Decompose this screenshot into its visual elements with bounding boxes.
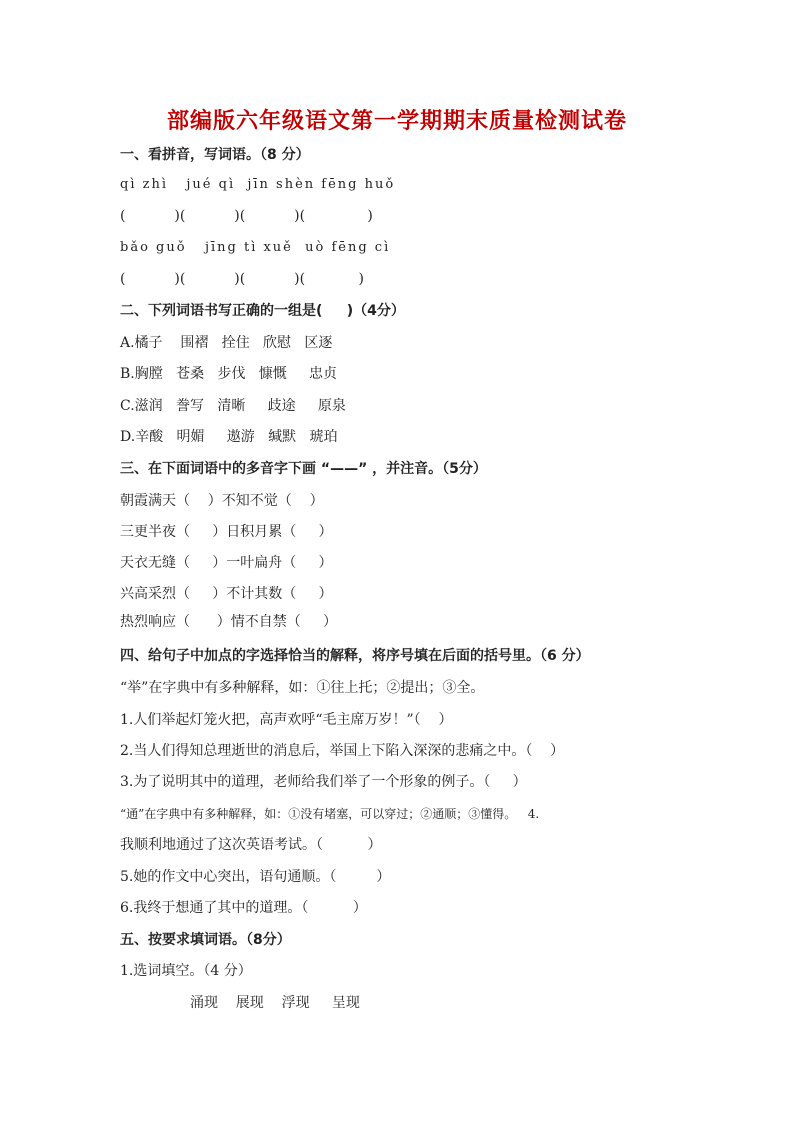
polyphone-item: 天衣无缝（ ）一叶扁舟（ ）: [120, 555, 333, 571]
question-4: 我顺利地通过了这次英语考试。（ ）: [120, 837, 382, 853]
option-b: B.胸膛 苍桑 步伐 慷慨 忠贞: [120, 366, 338, 382]
section-5-heading: 五、按要求填词语。（8分）: [120, 932, 291, 948]
option-d: D.辛酸 明媚 遨游 缄默 琥珀: [120, 429, 338, 445]
question-5: 5.她的作文中心突出，语句通顺。（ ）: [120, 869, 391, 885]
polyphone-item: 三更半夜（ ）日积月累（ ）: [120, 524, 333, 540]
subquestion-1: 1.选词填空。（4 分）: [120, 963, 252, 979]
answer-blanks-row-2[interactable]: ( )( )( )( ): [120, 271, 364, 287]
definition-note-tong: “通”在字典中有多种解释，如：①没有堵塞，可以穿过；②通顺；③懂得。 4.: [120, 807, 540, 821]
word-bank: 涌现 展现 浮现 呈现: [190, 995, 360, 1011]
option-c: C.滋润 誊写 清晰 歧途 原泉: [120, 398, 346, 414]
question-1: 1.人们举起灯笼火把，高声欢呼“毛主席万岁！”（ ）: [120, 712, 453, 728]
section-3-heading: 三、在下面词语中的多音字下画 “——” ，并注音。（5分）: [120, 461, 487, 477]
exam-title: 部编版六年级语文第一学期期末质量检测试卷: [166, 109, 627, 134]
definition-note-ju: “举”在字典中有多种解释，如：①往上托；②提出；③全。: [120, 680, 485, 696]
polyphone-item: 朝霞满天（ ）不知不觉（ ）: [120, 493, 324, 509]
polyphone-item: 热烈响应（ ）情不自禁（ ）: [120, 614, 337, 630]
answer-blanks-row-1[interactable]: ( )( )( )( ): [120, 208, 373, 224]
polyphone-item: 兴高采烈（ ）不计其数（ ）: [120, 586, 333, 602]
pinyin-row-2: bǎo guǒ jīng tì xuě uò fēng cì: [120, 240, 391, 255]
question-3: 3.为了说明其中的道理，老师给我们举了一个形象的例子。（ ）: [120, 774, 527, 790]
pinyin-row-1: qì zhì jué qì jīn shèn fēng huǒ: [120, 177, 396, 192]
section-2-heading: 二、下列词语书写正确的一组是( )（4分）: [120, 303, 405, 319]
section-1-heading: 一、看拼音，写词语。（8 分）: [120, 147, 310, 163]
question-6: 6.我终于想通了其中的道理。（ ）: [120, 900, 367, 916]
question-2: 2.当人们得知总理逝世的消息后，举国上下陷入深深的悲痛之中。（ ）: [120, 743, 565, 759]
option-a: A.橘子 围褶 拴住 欣慰 区逐: [120, 335, 333, 351]
section-4-heading: 四、给句子中加点的字选择恰当的解释，将序号填在后面的括号里。（6 分）: [120, 648, 590, 664]
